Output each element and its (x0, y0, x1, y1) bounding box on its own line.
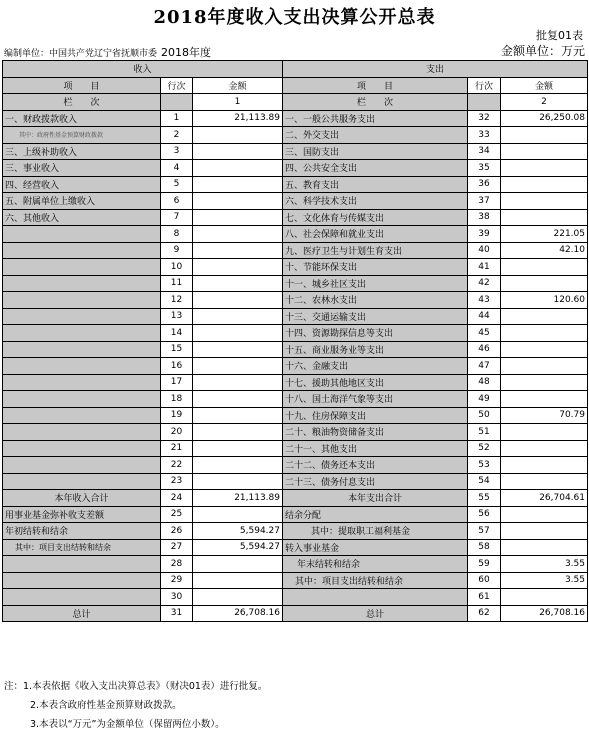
income-amount (193, 457, 283, 474)
table-row (3, 391, 588, 408)
compiling-unit-label: 编制单位：中国共产党辽宁省抚顺市委 (4, 49, 158, 59)
income-line-no: 21 (161, 440, 193, 457)
expense-line-no: 50 (468, 407, 501, 424)
income-line-no: 18 (161, 391, 193, 408)
expense-amount (501, 160, 588, 177)
income-line-no: 19 (161, 407, 193, 424)
expense-line-no: 48 (468, 374, 501, 391)
expense-item: 十二、农林水支出 (283, 292, 468, 309)
income-amount (193, 193, 283, 210)
income-amount (193, 407, 283, 424)
income-amount: 5,594.27 (193, 523, 283, 540)
expense-amount (501, 358, 588, 375)
expense-line-no: 37 (468, 193, 501, 210)
expense-line-no: 53 (468, 457, 501, 474)
income-line-no: 4 (161, 160, 193, 177)
income-col-number: 1 (193, 94, 283, 111)
expense-line-no: 40 (468, 242, 501, 259)
expense-amount: 3.55 (501, 572, 588, 589)
income-amount (193, 424, 283, 441)
income-section-header: 收入 (3, 61, 283, 78)
income-amount (193, 473, 283, 490)
income-amount (193, 358, 283, 375)
table-row (3, 176, 588, 193)
table-row (3, 556, 588, 573)
table-row (3, 589, 588, 606)
income-line-no: 28 (161, 556, 193, 573)
expense-item: 十八、国土海洋气象等支出 (283, 391, 468, 408)
expense-section-header: 支出 (283, 61, 588, 78)
income-line-no: 31 (161, 605, 193, 622)
income-col-label: 栏 次 (3, 94, 161, 111)
table-row (3, 407, 588, 424)
table-row (3, 358, 588, 375)
table-row (3, 226, 588, 243)
note-1: 注：1.本表依据《收入支出决算总表》（财决01表）进行批复。 (4, 681, 268, 692)
income-item: 三、上级补助收入 (3, 143, 161, 160)
expense-amount (501, 457, 588, 474)
income-item: 六、其他收入 (3, 209, 161, 226)
expense-amount: 26,708.16 (501, 605, 588, 622)
table-row (3, 193, 588, 210)
table-row (3, 209, 588, 226)
expense-item: 五、教育支出 (283, 176, 468, 193)
table-row (3, 490, 588, 507)
blank-cell (468, 94, 501, 111)
expense-line-no: 59 (468, 556, 501, 573)
expense-line-header: 行次 (468, 77, 501, 94)
income-item (3, 589, 161, 606)
income-item: 用事业基金弥补收支差额 (3, 506, 161, 523)
expense-col-label: 栏 次 (283, 94, 468, 111)
income-line-no: 1 (161, 110, 193, 127)
expense-item: 十九、住房保障支出 (283, 407, 468, 424)
income-amount (193, 506, 283, 523)
expense-line-no: 42 (468, 275, 501, 292)
income-item (3, 308, 161, 325)
expense-line-no: 33 (468, 127, 501, 144)
expense-amount: 120.60 (501, 292, 588, 309)
expense-line-no: 49 (468, 391, 501, 408)
expense-line-no: 57 (468, 523, 501, 540)
income-amount (193, 589, 283, 606)
expense-item: 十、节能环保支出 (283, 259, 468, 276)
income-amount-header: 金额 (193, 77, 283, 94)
table-row (3, 143, 588, 160)
report-title: 2018年度收入支出决算公开总表 (153, 7, 436, 28)
income-line-no: 14 (161, 325, 193, 342)
expense-amount: 26,250.08 (501, 110, 588, 127)
income-line-no: 27 (161, 539, 193, 556)
income-item (3, 440, 161, 457)
expense-item (283, 589, 468, 606)
table-row (3, 110, 588, 127)
income-item: 其中：项目支出结转和结余 (3, 539, 161, 556)
table-row (3, 127, 588, 144)
income-item (3, 556, 161, 573)
notes (4, 677, 267, 734)
expense-item: 其中：项目支出结转和结余 (283, 572, 468, 589)
expense-amount (501, 539, 588, 556)
blank-cell (161, 94, 193, 111)
income-item (3, 391, 161, 408)
table-row (3, 424, 588, 441)
expense-item: 本年支出合计 (283, 490, 468, 507)
expense-amount: 70.79 (501, 407, 588, 424)
expense-line-no: 43 (468, 292, 501, 309)
expense-line-no: 36 (468, 176, 501, 193)
expense-item: 二十二、债务还本支出 (283, 457, 468, 474)
expense-item: 九、医疗卫生与计划生育支出 (283, 242, 468, 259)
income-item-header: 项 目 (3, 77, 161, 94)
expense-amount (501, 341, 588, 358)
income-item (3, 292, 161, 309)
income-amount (193, 292, 283, 309)
expense-amount: 3.55 (501, 556, 588, 573)
expense-line-no: 34 (468, 143, 501, 160)
expense-line-no: 56 (468, 506, 501, 523)
table-row (3, 275, 588, 292)
expense-item: 十三、交通运输支出 (283, 308, 468, 325)
income-amount (193, 374, 283, 391)
income-amount: 5,594.27 (193, 539, 283, 556)
expense-amount-header: 金额 (501, 77, 588, 94)
income-item: 五、附属单位上缴收入 (3, 193, 161, 210)
expense-amount (501, 473, 588, 490)
income-amount (193, 176, 283, 193)
income-amount (193, 143, 283, 160)
expense-item: 二十一、其他支出 (283, 440, 468, 457)
income-amount: 26,708.16 (193, 605, 283, 622)
expense-amount: 26,704.61 (501, 490, 588, 507)
income-line-no: 24 (161, 490, 193, 507)
expense-item: 二、外交支出 (283, 127, 468, 144)
income-line-no: 10 (161, 259, 193, 276)
expense-line-no: 52 (468, 440, 501, 457)
expense-line-no: 54 (468, 473, 501, 490)
money-unit: 金额单位：万元 (500, 44, 585, 58)
expense-amount (501, 127, 588, 144)
expense-amount (501, 209, 588, 226)
expense-item: 八、社会保障和就业支出 (283, 226, 468, 243)
income-amount (193, 341, 283, 358)
expense-item: 一、一般公共服务支出 (283, 110, 468, 127)
income-line-no: 8 (161, 226, 193, 243)
expense-line-no: 38 (468, 209, 501, 226)
income-amount (193, 325, 283, 342)
income-item (3, 341, 161, 358)
income-amount (193, 572, 283, 589)
expense-item: 十一、城乡社区支出 (283, 275, 468, 292)
income-item (3, 226, 161, 243)
expense-line-no: 44 (468, 308, 501, 325)
income-item (3, 572, 161, 589)
expense-line-no: 45 (468, 325, 501, 342)
expense-amount (501, 523, 588, 540)
income-item (3, 242, 161, 259)
expense-item: 十四、资源勘探信息等支出 (283, 325, 468, 342)
note-3: 3.本表以“万元”为金额单位（保留两位小数）。 (30, 719, 225, 730)
form-code: 批复01表 (536, 29, 583, 42)
income-line-no: 3 (161, 143, 193, 160)
income-amount (193, 391, 283, 408)
table-row (3, 242, 588, 259)
income-line-no: 12 (161, 292, 193, 309)
expense-line-no: 51 (468, 424, 501, 441)
expense-item: 七、文化体育与传媒支出 (283, 209, 468, 226)
income-item: 一、财政拨款收入 (3, 110, 161, 127)
table-row (3, 523, 588, 540)
expense-item: 二十三、债务付息支出 (283, 473, 468, 490)
table-row (3, 292, 588, 309)
income-line-no: 30 (161, 589, 193, 606)
expense-item: 年末结转和结余 (283, 556, 468, 573)
income-item (3, 275, 161, 292)
expense-line-no: 47 (468, 358, 501, 375)
expense-line-no: 39 (468, 226, 501, 243)
fiscal-year: 2018年度 (161, 46, 212, 59)
income-line-no: 2 (161, 127, 193, 144)
income-line-header: 行次 (161, 77, 193, 94)
expense-amount (501, 589, 588, 606)
expense-amount (501, 275, 588, 292)
expense-line-no: 62 (468, 605, 501, 622)
expense-amount (501, 259, 588, 276)
income-line-no: 9 (161, 242, 193, 259)
income-line-no: 11 (161, 275, 193, 292)
income-line-no: 13 (161, 308, 193, 325)
income-amount: 21,113.89 (193, 110, 283, 127)
expense-item: 其中：提取职工福利基金 (283, 523, 468, 540)
income-amount (193, 440, 283, 457)
income-line-no: 20 (161, 424, 193, 441)
income-line-no: 6 (161, 193, 193, 210)
income-line-no: 22 (161, 457, 193, 474)
expense-item: 结余分配 (283, 506, 468, 523)
table-row (3, 374, 588, 391)
table-row (3, 308, 588, 325)
income-line-no: 23 (161, 473, 193, 490)
income-line-no: 26 (161, 523, 193, 540)
expense-amount (501, 308, 588, 325)
income-amount (193, 209, 283, 226)
income-expense-table (2, 60, 588, 622)
income-line-no: 15 (161, 341, 193, 358)
table-row (3, 506, 588, 523)
table-row (3, 605, 588, 622)
income-amount (193, 308, 283, 325)
expense-line-no: 41 (468, 259, 501, 276)
income-item (3, 358, 161, 375)
expense-item: 十五、商业服务业等支出 (283, 341, 468, 358)
expense-amount (501, 193, 588, 210)
income-line-no: 29 (161, 572, 193, 589)
expense-col-number: 2 (501, 94, 588, 111)
income-line-no: 16 (161, 358, 193, 375)
income-amount (193, 259, 283, 276)
expense-line-no: 46 (468, 341, 501, 358)
income-item: 本年收入合计 (3, 490, 161, 507)
expense-amount (501, 176, 588, 193)
income-item: 四、经营收入 (3, 176, 161, 193)
income-amount (193, 226, 283, 243)
expense-line-no: 61 (468, 589, 501, 606)
income-line-no: 7 (161, 209, 193, 226)
table-row (3, 341, 588, 358)
expense-amount: 42.10 (501, 242, 588, 259)
income-item (3, 457, 161, 474)
expense-item: 转入事业基金 (283, 539, 468, 556)
note-2: 2.本表含政府性基金预算财政拨款。 (30, 700, 182, 711)
income-amount (193, 127, 283, 144)
income-amount (193, 556, 283, 573)
income-item (3, 325, 161, 342)
expense-amount (501, 325, 588, 342)
compiling-unit (4, 44, 211, 60)
table-row (3, 325, 588, 342)
income-item (3, 473, 161, 490)
expense-amount (501, 143, 588, 160)
income-line-no: 25 (161, 506, 193, 523)
table-row (3, 160, 588, 177)
expense-amount (501, 440, 588, 457)
expense-item: 总计 (283, 605, 468, 622)
income-line-no: 17 (161, 374, 193, 391)
expense-line-no: 58 (468, 539, 501, 556)
table-row (3, 473, 588, 490)
expense-item: 十六、金融支出 (283, 358, 468, 375)
income-amount (193, 160, 283, 177)
income-item (3, 374, 161, 391)
expense-amount (501, 424, 588, 441)
income-item: 其中：政府性基金预算财政拨款 (3, 127, 161, 144)
table-row (3, 539, 588, 556)
income-amount (193, 275, 283, 292)
table-row (3, 259, 588, 276)
income-item (3, 407, 161, 424)
expense-item: 三、国防支出 (283, 143, 468, 160)
income-item: 总计 (3, 605, 161, 622)
expense-line-no: 55 (468, 490, 501, 507)
table-row (3, 457, 588, 474)
expense-line-no: 60 (468, 572, 501, 589)
income-item (3, 259, 161, 276)
expense-item: 四、公共安全支出 (283, 160, 468, 177)
income-amount: 21,113.89 (193, 490, 283, 507)
income-amount (193, 242, 283, 259)
income-item (3, 424, 161, 441)
table-row (3, 572, 588, 589)
expense-amount (501, 374, 588, 391)
expense-item-header: 项 目 (283, 77, 468, 94)
income-item: 三、事业收入 (3, 160, 161, 177)
expense-line-no: 35 (468, 160, 501, 177)
expense-item: 十七、援助其他地区支出 (283, 374, 468, 391)
table-row (3, 440, 588, 457)
expense-amount: 221.05 (501, 226, 588, 243)
expense-item: 六、科学技术支出 (283, 193, 468, 210)
expense-amount (501, 506, 588, 523)
expense-amount (501, 391, 588, 408)
expense-line-no: 32 (468, 110, 501, 127)
expense-item: 二十、粮油物资储备支出 (283, 424, 468, 441)
income-line-no: 5 (161, 176, 193, 193)
income-item: 年初结转和结余 (3, 523, 161, 540)
